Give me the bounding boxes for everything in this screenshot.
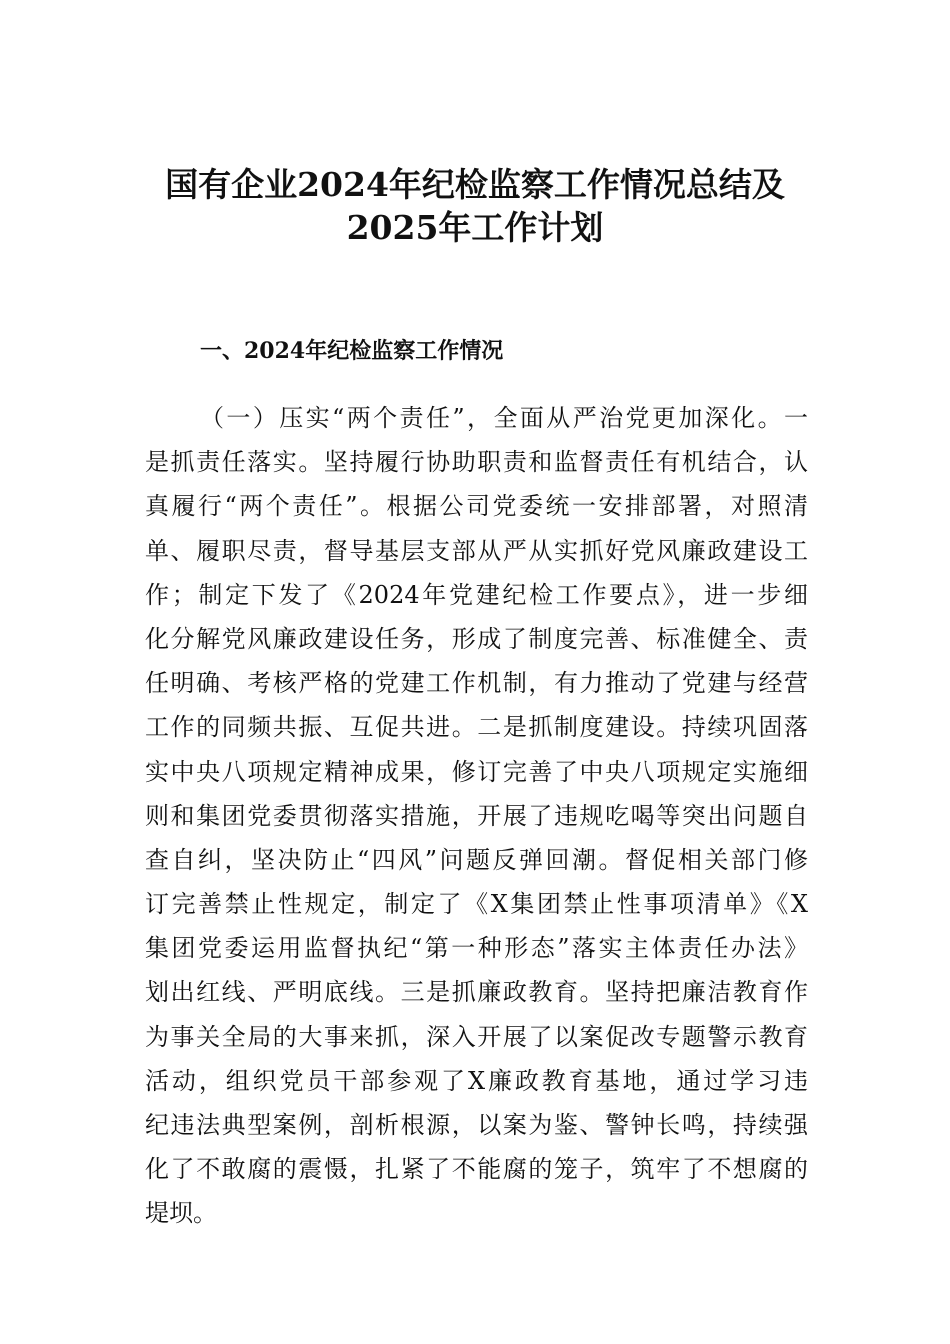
paragraph-line: 工作的同频共振、互促共进。二是抓制度建设。持续巩固落 [145,713,808,742]
document-title-line-1: 国有企业2024年纪检监察工作情况总结及 [165,165,785,204]
paragraph-line: 是抓责任落实。坚持履行协助职责和监督责任有机结合，认 [145,448,808,477]
paragraph-line: 活动，组织党员干部参观了X廉政教育基地，通过学习违 [145,1066,808,1095]
paragraph-line: 化分解党风廉政建设任务，形成了制度完善、标准健全、责 [145,624,808,653]
paragraph-line: 单、履职尽责，督导基层支部从严从实抓好党风廉政建设工 [145,536,808,565]
paragraph-line: 实中央八项规定精神成果，修订完善了中央八项规定实施细 [145,757,808,786]
paragraph-line: 作；制定下发了《2024年党建纪检工作要点》，进一步细 [145,580,808,609]
paragraph-line: 划出红线、严明底线。三是抓廉政教育。坚持把廉洁教育作 [145,978,808,1007]
paragraph-line: 则和集团党委贯彻落实措施，开展了违规吃喝等突出问题自 [145,801,808,830]
paragraph-line: 为事关全局的大事来抓，深入开展了以案促改专题警示教育 [145,1022,808,1051]
paragraph-line: 纪违法典型案例，剖析根源，以案为鉴、警钟长鸣，持续强 [145,1111,808,1139]
paragraph-line: 查自纠，坚决防止“四风”问题反弹回潮。督促相关部门修 [145,845,808,874]
paragraph-line: 订完善禁止性规定，制定了《X集团禁止性事项清单》《X [145,890,808,919]
paragraph-line: 堤坝。 [145,1199,217,1228]
paragraph-line: 化了不敢腐的震慑，扎紧了不能腐的笼子，筑牢了不想腐的 [145,1155,808,1184]
paragraph-line: 真履行“两个责任”。根据公司党委统一安排部署，对照清 [145,492,808,521]
paragraph-line: 集团党委运用监督执纪“第一种形态”落实主体责任办法》 [145,934,808,963]
document-title-line-2: 2025年工作计划 [346,208,604,247]
section-heading: 一、2024年纪检监察工作情况 [200,338,504,364]
paragraph-line: （一）压实“两个责任”，全面从严治党更加深化。一 [200,404,808,432]
body-paragraph [145,396,808,1236]
paragraph-line: 任明确、考核严格的党建工作机制，有力推动了党建与经营 [145,669,808,698]
